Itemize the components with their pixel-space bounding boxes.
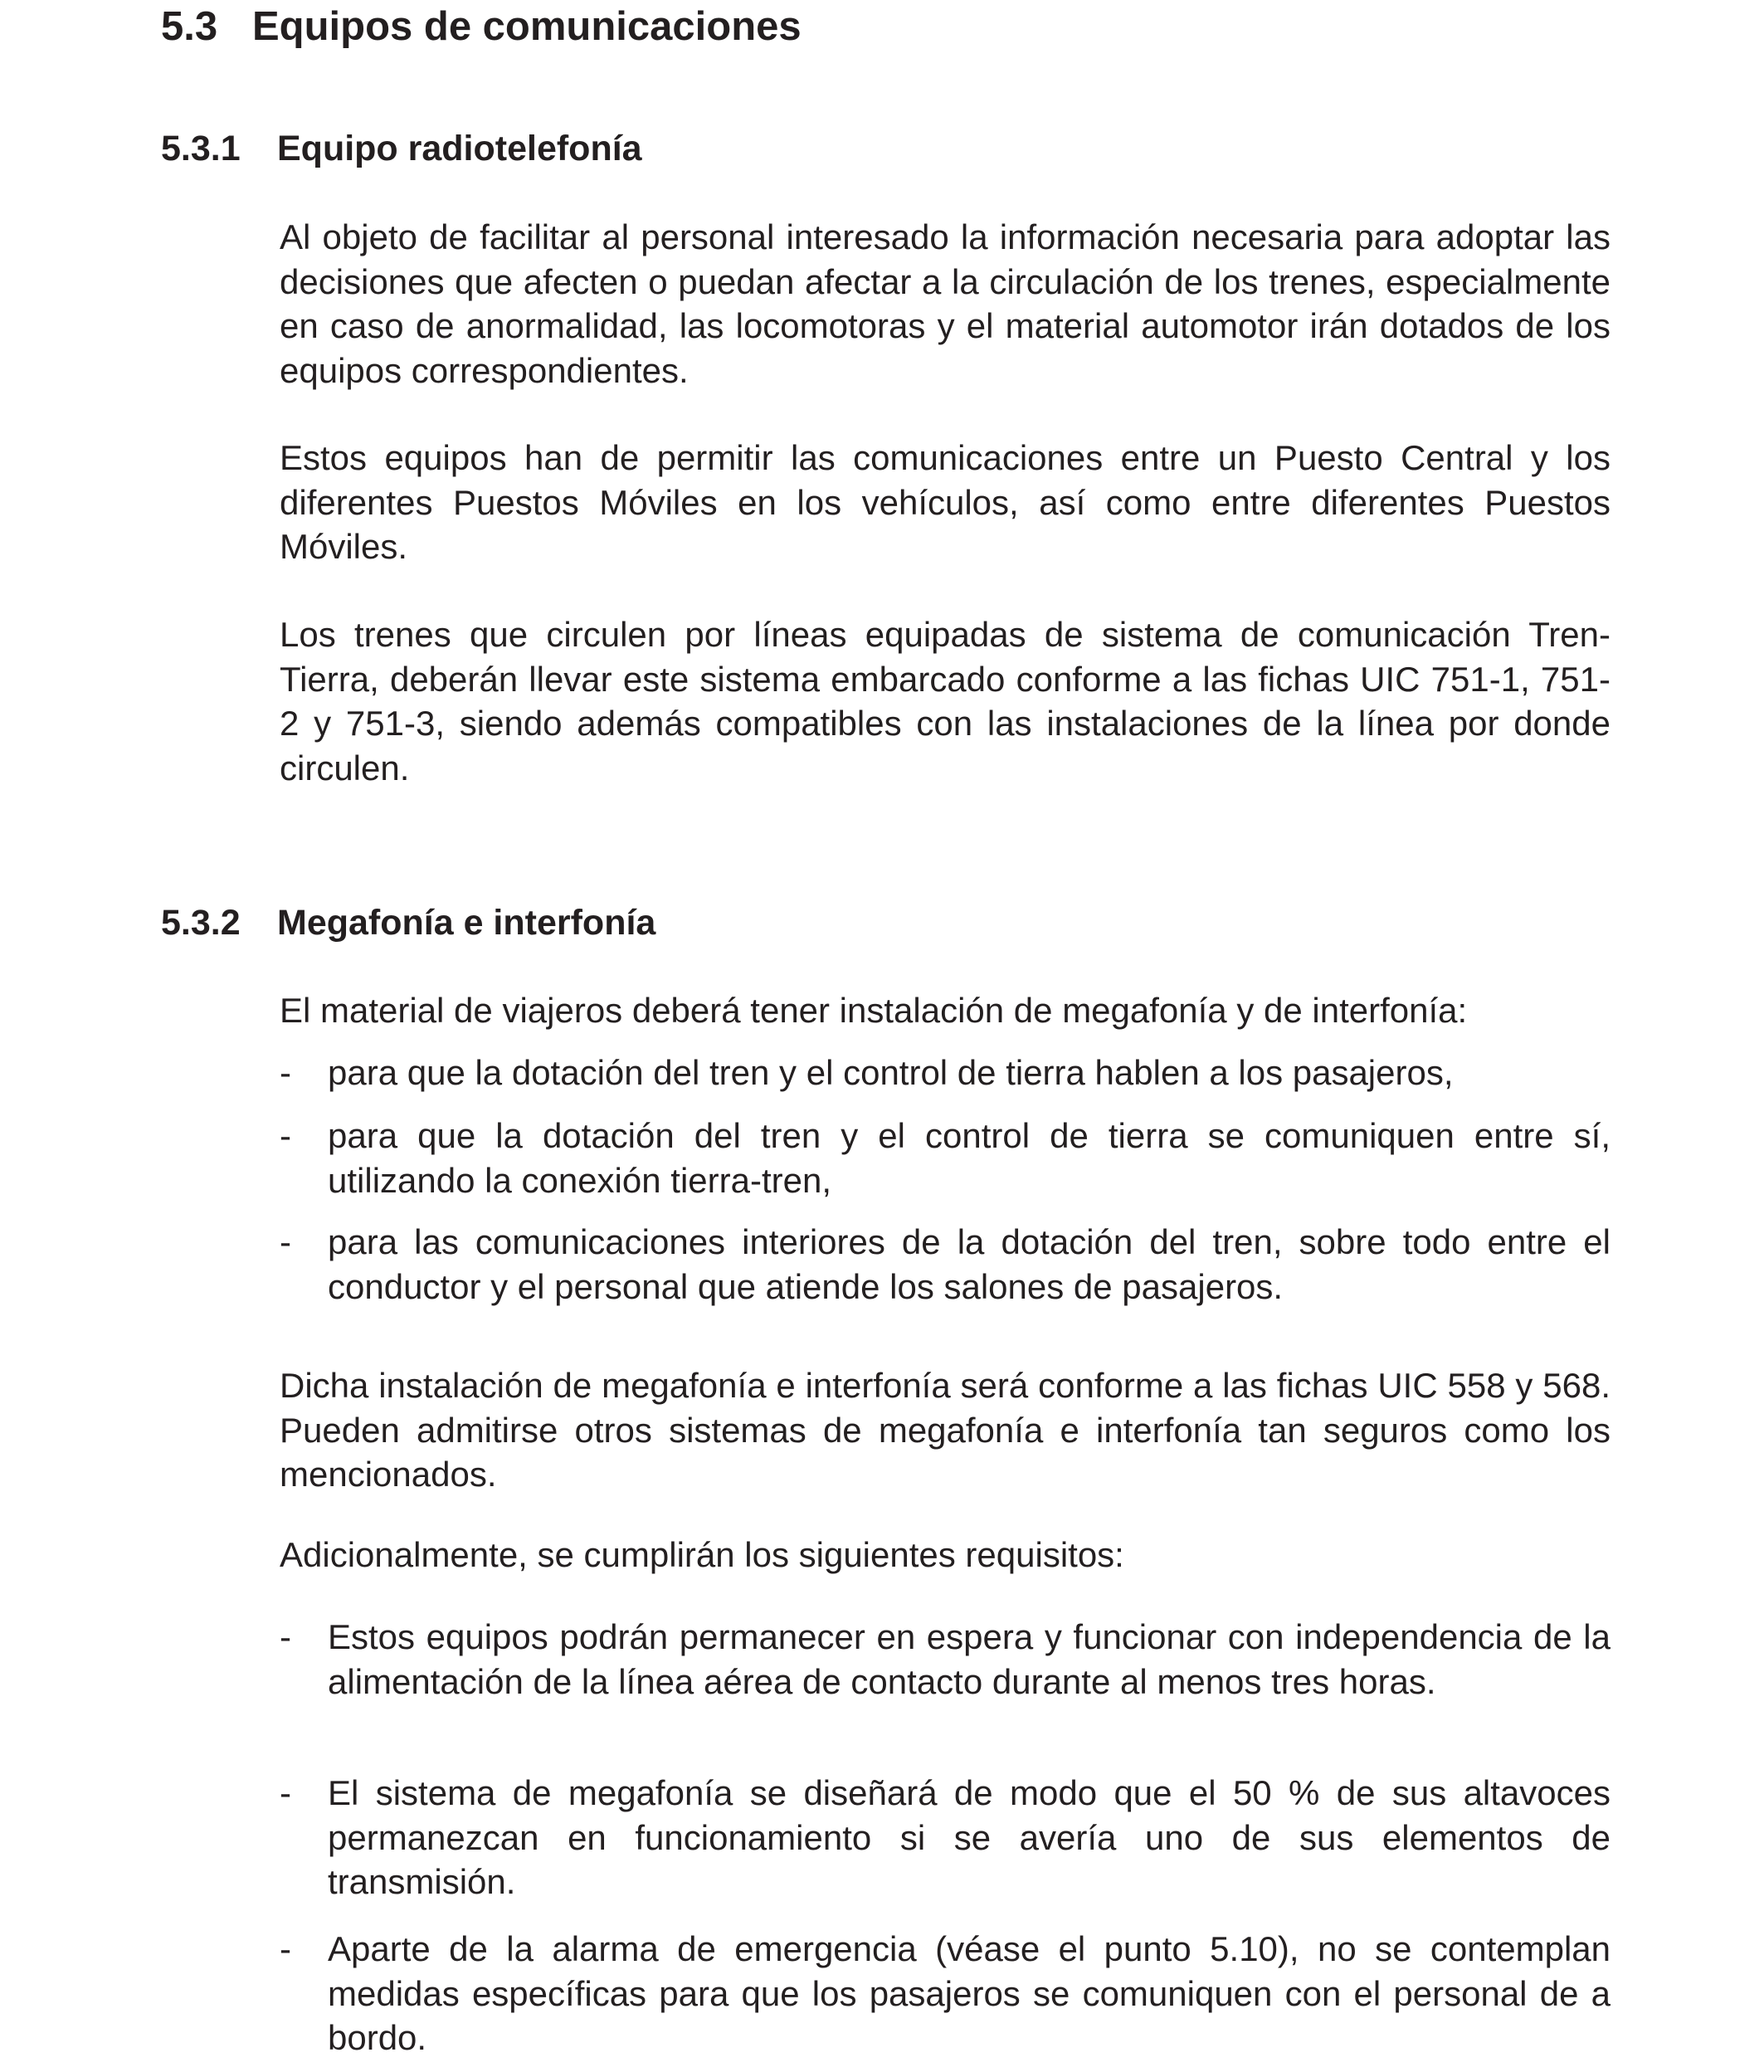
paragraph-intro: El material de viajeros deberá tener instalación de megafonía y de interfonía: <box>280 991 1468 1030</box>
paragraph-puestos: Estos equipos han de permitir las comunicaciones entre un Puesto Central y los diferentes Puestos Móviles en los vehículos, así como entre diferentes Puestos Móviles. <box>280 438 1611 566</box>
list-dash: - <box>280 1929 291 1968</box>
list-item-text: Aparte de la alarma de emergencia (véase el punto 5.10), no se contemplan medidas específicas para que los pasajeros se comuniquen con el personal de a bordo. <box>328 1929 1611 2057</box>
section-number: 5.3 <box>161 4 218 49</box>
subsection-title: Equipo radiotelefonía <box>277 129 642 168</box>
subsection-title: Megafonía e interfonía <box>277 903 656 943</box>
list-item-text: para que la dotación del tren y el control de tierra hablen a los pasajeros, <box>328 1053 1454 1092</box>
list-dash: - <box>280 1773 291 1812</box>
subsection-number: 5.3.2 <box>161 903 241 943</box>
list-item-text: para que la dotación del tren y el control de tierra se comuniquen entre sí, utilizando la conexión tierra-tren, <box>328 1116 1611 1200</box>
section-title: Equipos de comunicaciones <box>252 4 802 49</box>
section-heading <box>161 2 802 51</box>
list-item-text: Estos equipos podrán permanecer en espera y funcionar con independencia de la alimentación de la línea aérea de contacto durante al menos tres horas. <box>328 1617 1611 1701</box>
paragraph-requisitos: Adicionalmente, se cumplirán los siguientes requisitos: <box>280 1535 1124 1574</box>
list-dash: - <box>280 1617 291 1656</box>
paragraph-uic: Dicha instalación de megafonía e interfonía será conforme a las fichas UIC 558 y 568. Pueden admitirse otros sistemas de megafonía e interfonía tan seguros como los mencionados. <box>280 1366 1611 1494</box>
list-item <box>280 1615 1611 1704</box>
paragraph-tren-tierra: Los trenes que circulen por líneas equipadas de sistema de comunicación Tren-Tierra, deberán llevar este sistema embarcado conforme a las fichas UIC 751-1, 751-2 y 751-3, siendo además compatibles con las instalaciones de la línea por donde circulen. <box>280 615 1611 787</box>
list-dash: - <box>280 1222 291 1261</box>
subsection-heading-radiotelefonia <box>161 126 642 171</box>
list-item-text: para las comunicaciones interiores de la dotación del tren, sobre todo entre el conductor y el personal que atiende los salones de pasajeros. <box>328 1222 1611 1306</box>
paragraph-objeto: Al objeto de facilitar al personal interesado la información necesaria para adoptar las decisiones que afecten o puedan afectar a la circulación de los trenes, especialmente en caso de anormalidad, las locomotoras y el material automotor irán dotados de los equipos correspondientes. <box>280 217 1611 390</box>
list-item <box>280 1771 1611 1904</box>
list-item <box>280 1927 1611 2060</box>
list-item-text: El sistema de megafonía se diseñará de modo que el 50 % de sus altavoces permanezcan en funcionamiento si se avería uno de sus elementos de transmisión. <box>328 1773 1611 1901</box>
list-item <box>280 1051 1611 1095</box>
subsection-heading-megafonia <box>161 900 655 945</box>
list-dash: - <box>280 1053 291 1092</box>
list-dash: - <box>280 1116 291 1155</box>
list-item <box>280 1114 1611 1202</box>
subsection-number: 5.3.1 <box>161 129 241 168</box>
list-item <box>280 1220 1611 1309</box>
